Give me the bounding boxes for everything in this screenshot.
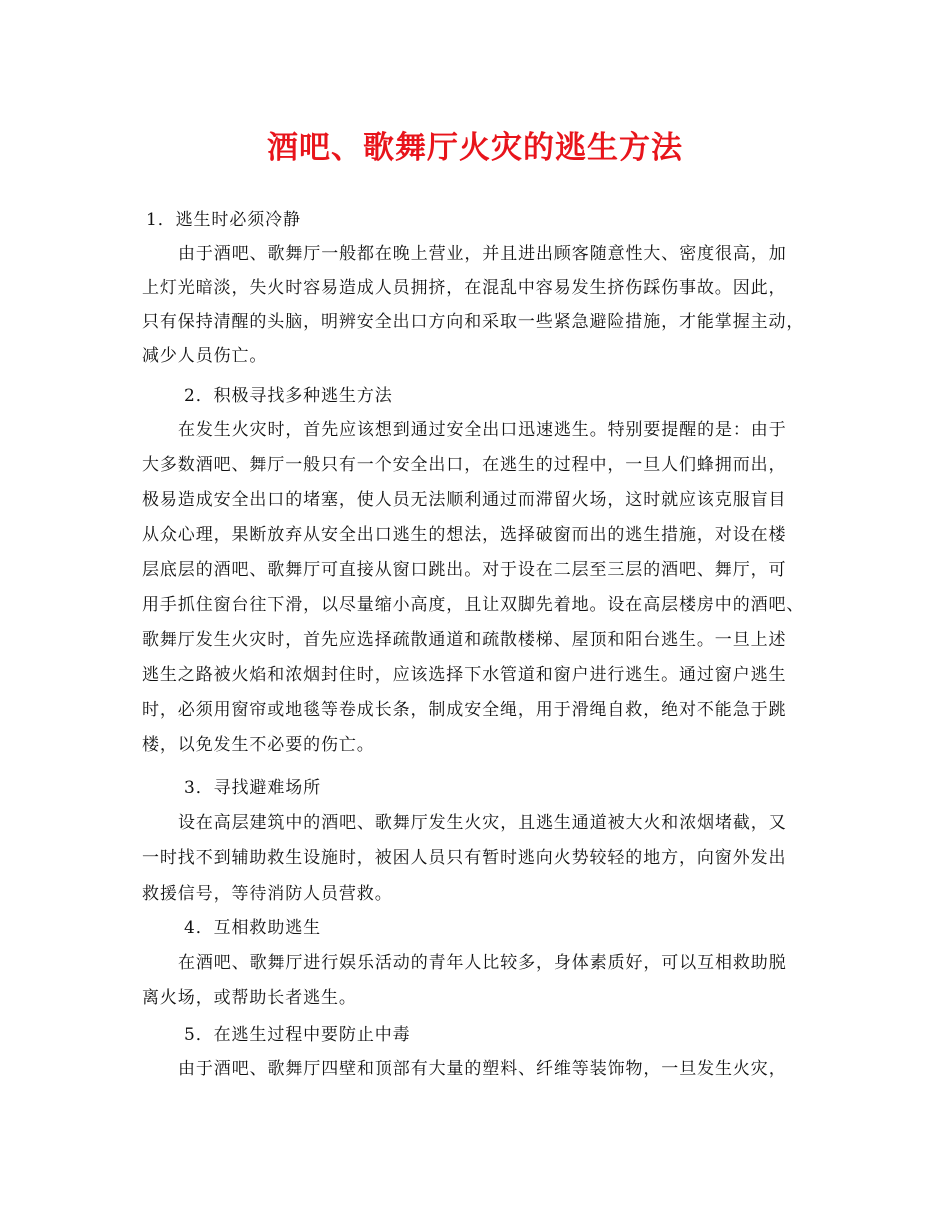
paragraph-line: 歌舞厅发生火灾时，首先应选择疏散通道和疏散楼梯、屋顶和阳台逃生。一旦上述 bbox=[142, 630, 787, 650]
paragraph-line: 逃生之路被火焰和浓烟封住时，应该选择下水管道和窗户进行逃生。通过窗户逃生 bbox=[142, 665, 787, 685]
paragraph-line: 上灯光暗淡，失火时容易造成人员拥挤，在混乱中容易发生挤伤踩伤事故。因此， bbox=[142, 278, 787, 298]
paragraph-line: 只有保持清醒的头脑，明辨安全出口方向和采取一些紧急避险措施，才能掌握主动， bbox=[142, 312, 805, 332]
section-heading-1: 1．逃生时必须冷静 bbox=[146, 210, 301, 230]
paragraph-line: 时，必须用窗帘或地毯等卷成长条，制成安全绳，用于滑绳自救，绝对不能急于跳 bbox=[142, 700, 787, 720]
paragraph-line: 由于酒吧、歌舞厅一般都在晚上营业，并且进出顾客随意性大、密度很高，加 bbox=[178, 244, 787, 264]
paragraph-line: 在酒吧、歌舞厅进行娱乐活动的青年人比较多，身体素质好，可以互相救助脱 bbox=[178, 953, 787, 973]
paragraph-line: 极易造成安全出口的堵塞，使人员无法顺利通过而滞留火场，这时就应该克服盲目 bbox=[142, 490, 787, 510]
paragraph-line: 设在高层建筑中的酒吧、歌舞厅发生火灾，且逃生通道被大火和浓烟堵截，又 bbox=[178, 813, 787, 833]
document-title: 酒吧、歌舞厅火灾的逃生方法 bbox=[267, 130, 683, 166]
paragraph-line: 用手抓住窗台往下滑，以尽量缩小高度，且让双脚先着地。设在高层楼房中的酒吧、 bbox=[142, 595, 805, 615]
paragraph-line: 从众心理，果断放弃从安全出口逃生的想法，选择破窗而出的逃生措施，对设在楼 bbox=[142, 525, 787, 545]
paragraph-line: 层底层的酒吧、歌舞厅可直接从窗口跳出。对于设在二层至三层的酒吧、舞厅，可 bbox=[142, 560, 787, 580]
section-heading-3: 3．寻找避难场所 bbox=[184, 778, 322, 798]
paragraph-line: 一时找不到辅助救生设施时，被困人员只有暂时逃向火势较轻的地方，向窗外发出 bbox=[142, 848, 787, 868]
paragraph-line: 大多数酒吧、舞厅一般只有一个安全出口，在逃生的过程中，一旦人们蜂拥而出， bbox=[142, 455, 787, 475]
section-heading-4: 4．互相救助逃生 bbox=[184, 918, 322, 938]
paragraph-line: 由于酒吧、歌舞厅四壁和顶部有大量的塑料、纤维等装饰物，一旦发生火灾， bbox=[178, 1059, 787, 1079]
section-heading-2: 2．积极寻找多种逃生方法 bbox=[184, 386, 393, 406]
paragraph-line: 离火场，或帮助长者逃生。 bbox=[142, 988, 357, 1008]
paragraph-line: 在发生火灾时，首先应该想到通过安全出口迅速逃生。特别要提醒的是：由于 bbox=[178, 420, 787, 440]
paragraph-line: 救援信号，等待消防人员营救。 bbox=[142, 884, 393, 904]
paragraph-line: 减少人员伤亡。 bbox=[142, 346, 268, 366]
section-heading-5: 5．在逃生过程中要防止中毒 bbox=[184, 1025, 411, 1045]
paragraph-line: 楼，以免发生不必要的伤亡。 bbox=[142, 735, 375, 755]
